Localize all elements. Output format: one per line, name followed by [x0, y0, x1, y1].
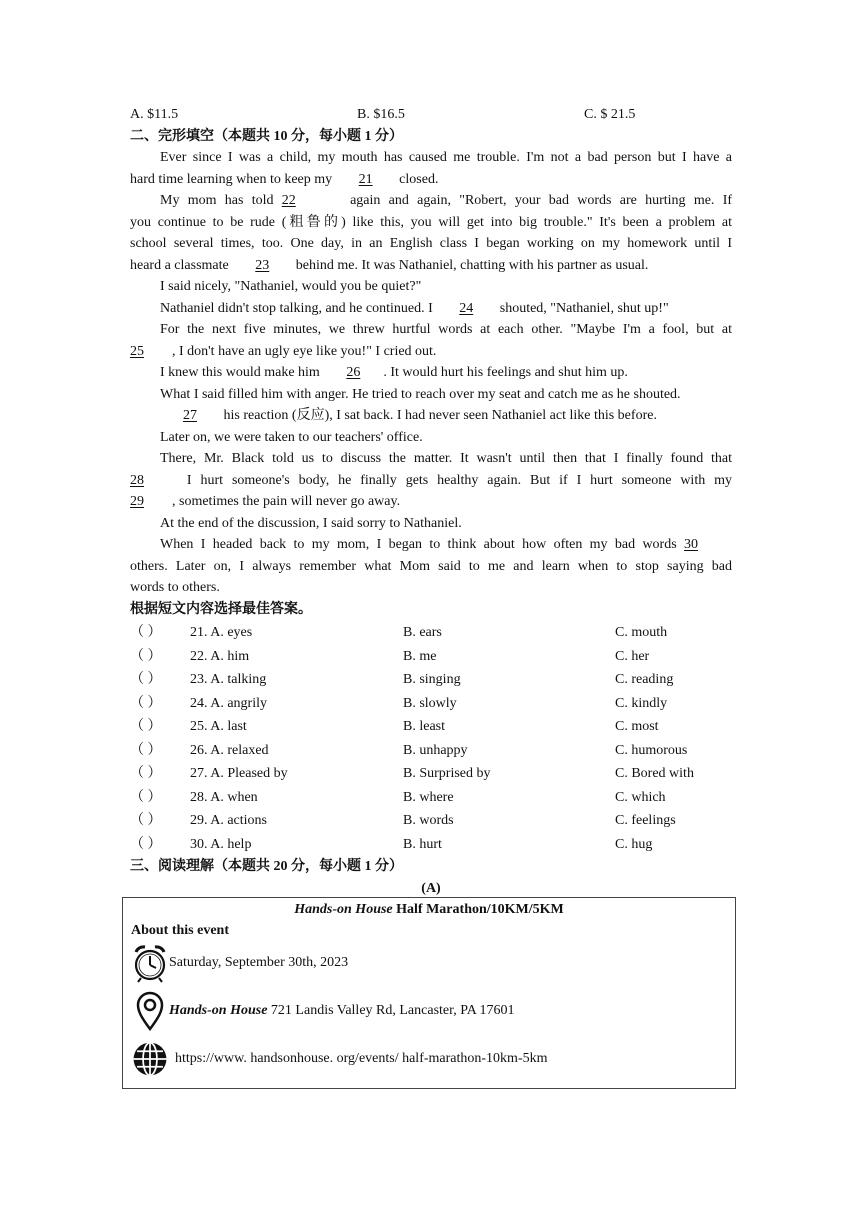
about-heading: About this event [131, 923, 230, 938]
prev-options-row [130, 104, 732, 126]
blank-25: 25 [130, 343, 144, 359]
passage-line: words to others. [130, 580, 220, 595]
question-row: （ ） 29. A. actions B. words C. feelings [130, 809, 732, 833]
question-row: （ ） 22. A. him B. me C. her [130, 645, 732, 669]
date-row [123, 941, 735, 985]
blank-30: 30 [684, 537, 699, 552]
passage-line: There, Mr. Black told us to discuss the matter. It wasn't until then that I finally found that [160, 451, 732, 466]
passage-line: 25 , I don't have an ugly eye like you!" I cried out. [130, 341, 732, 363]
page-content [130, 104, 732, 899]
section2-heading: 二、完形填空（本题共 10 分，每小题 1 分） [130, 128, 403, 144]
event-title: Hands-on House Half Marathon/10KM/5KM [294, 902, 564, 917]
option-c: C. $ 21.5 [584, 107, 636, 122]
answer-paren[interactable]: （ ） [130, 719, 162, 734]
question-row: （ ） 21. A. eyes B. ears C. mouth [130, 621, 732, 645]
passage-line: For the next five minutes, we threw hurtful words at each other. "Maybe I'm a fool, but at [160, 322, 732, 337]
answer-paren[interactable]: （ ） [130, 742, 162, 758]
answer-paren[interactable]: （ ） [130, 695, 162, 711]
blank-22: 22 [281, 193, 296, 208]
passage-line: 27 his reaction (反应), I sat back. I had never seen Nathaniel act like this before. [130, 405, 732, 427]
blank-29: 29 [130, 494, 144, 509]
globe-icon [131, 1037, 169, 1081]
website-row [123, 1037, 735, 1081]
question-row: （ ） 30. A. help B. hurt C. hug [130, 833, 732, 857]
question-row: （ ） 24. A. angrily B. slowly C. kindly [130, 692, 732, 716]
section3-heading: 三、阅读理解（本题共 20 分，每小题 1 分） [130, 859, 403, 874]
passage-line: I said nicely, "Nathaniel, would you be quiet?" [160, 279, 422, 294]
passage-line: others. Later on, I always remember what Mom said to me and learn when to stop saying bad [130, 558, 732, 574]
alarm-clock-icon [131, 941, 169, 985]
event-info-box [122, 897, 736, 1089]
event-url[interactable]: https://www. handsonhouse. org/events/ half-marathon-10km-5km [175, 1051, 548, 1066]
answer-paren[interactable]: （ ） [130, 813, 162, 828]
option-a: A. $11.5 [130, 107, 179, 122]
passage-line: When I headed back to my mom, I began to think about how often my bad words 30 [130, 534, 732, 556]
question-row: （ ） 26. A. relaxed B. unhappy C. humorous [130, 739, 732, 763]
blank-24: 24 [459, 300, 474, 316]
answer-paren[interactable]: （ ） [130, 836, 162, 852]
answer-paren[interactable]: （ ） [130, 789, 162, 805]
answer-paren[interactable]: （ ） [130, 672, 162, 687]
passage-line: Nathaniel didn't stop talking, and he continued. I 24 shouted, "Nathaniel, shut up!" [130, 298, 732, 320]
question-row: （ ） 23. A. talking B. singing C. reading [130, 668, 732, 692]
venue-row [123, 989, 735, 1033]
passage-line: Later on, we were taken to our teachers' office. [160, 429, 423, 445]
answer-paren[interactable]: （ ） [130, 766, 162, 781]
passage-line: My mom has told 22 again and again, "Robert, your bad words are hurting me. If [130, 190, 732, 212]
event-venue: Hands-on House 721 Landis Valley Rd, Lancaster, PA 17601 [169, 1003, 515, 1018]
question-list [130, 621, 732, 856]
passage-line: What I said filled him with anger. He tried to reach over my seat and catch me as he shouted. [160, 386, 681, 402]
question-row: （ ） 27. A. Pleased by B. Surprised by C. Bored with [130, 762, 732, 786]
passage-line: Ever since I was a child, my mouth has caused me trouble. I'm not a bad person but I have a [160, 150, 732, 165]
passage-line: 29 , sometimes the pain will never go away. [130, 491, 732, 513]
passage-line: 28 I hurt someone's body, he finally gets healthy again. But if I hurt someone with my [130, 470, 732, 492]
location-pin-icon [131, 989, 169, 1033]
passage-line: school several times, too. One day, in an English class I began working on my homework until I [130, 236, 732, 251]
passage-line: I knew this would make him 26 . It would hurt his feelings and shut him up. [130, 362, 732, 384]
passage-line: heard a classmate 23 behind me. It was Nathaniel, chatting with his partner as usual. [130, 255, 732, 277]
part-label: (A) [421, 880, 441, 896]
blank-28: 28 [130, 472, 144, 488]
passage-line: hard time learning when to keep my 21 closed. [130, 169, 732, 191]
cloze-instruction: 根据短文内容选择最佳答案。 [130, 601, 312, 617]
passage-line: you continue to be rude (粗鲁的) like this, you will get into big trouble." It's been a problem at [130, 214, 732, 230]
blank-27: 27 [183, 408, 197, 423]
cloze-passage [130, 147, 732, 599]
answer-paren[interactable]: （ ） [130, 625, 162, 640]
blank-21: 21 [358, 171, 373, 187]
question-row: （ ） 28. A. when B. where C. which [130, 786, 732, 810]
event-date: Saturday, September 30th, 2023 [169, 955, 349, 970]
answer-paren[interactable]: （ ） [130, 648, 162, 664]
blank-26: 26 [346, 365, 361, 380]
question-row: （ ） 25. A. last B. least C. most [130, 715, 732, 739]
passage-line: At the end of the discussion, I said sorry to Nathaniel. [160, 515, 462, 531]
blank-23: 23 [255, 257, 270, 273]
option-b: B. $16.5 [357, 107, 405, 122]
